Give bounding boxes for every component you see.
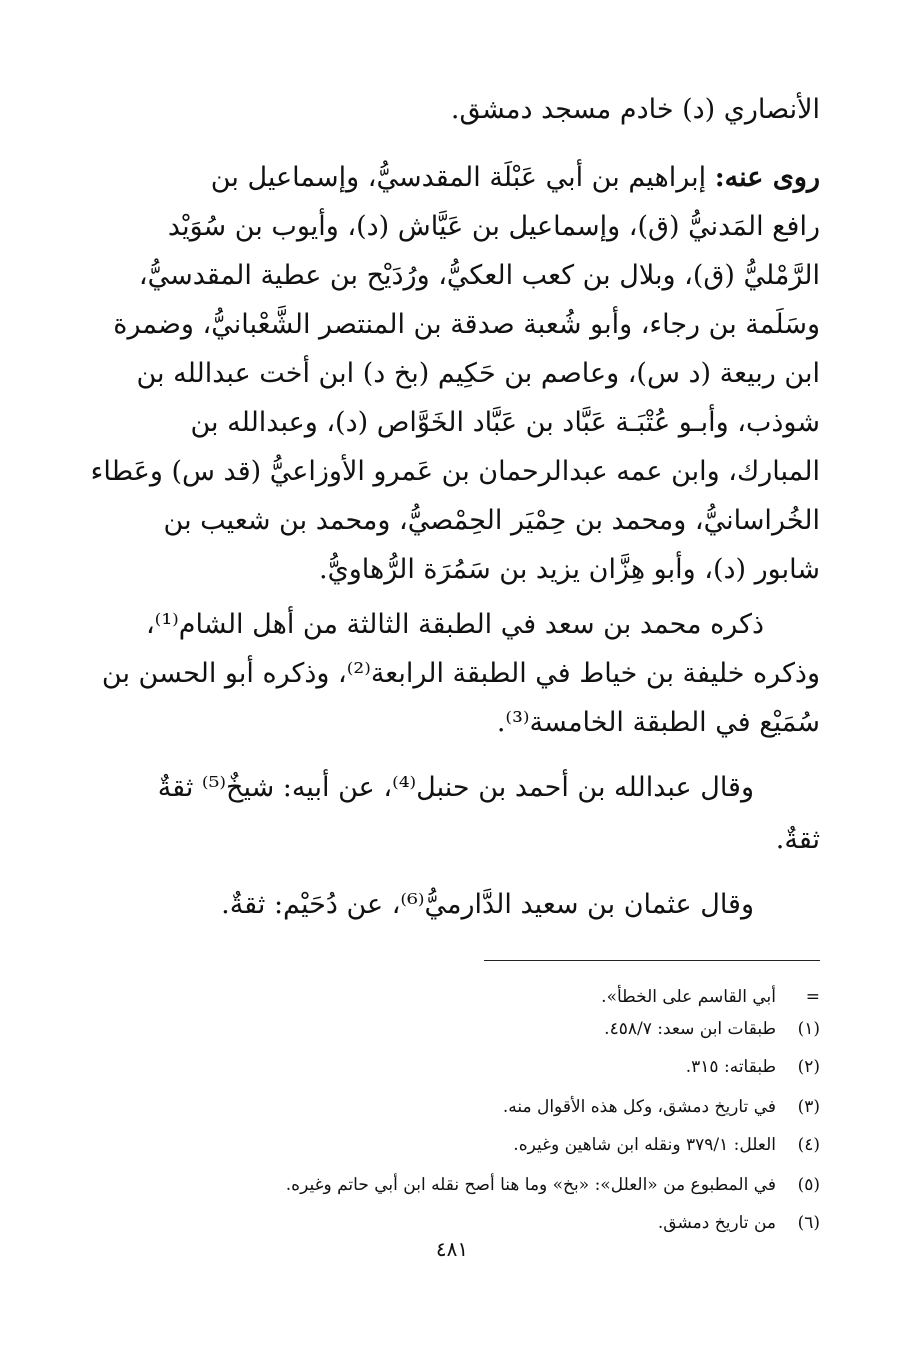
text-line: رافع المَدنيُّ (ق)، وإسماعيل بن عَيَّاش (د)، وأيوب بن سُوَيْد	[167, 211, 820, 242]
footnote-text: من تاريخ دمشق.	[657, 1213, 776, 1233]
footnote-text: في تاريخ دمشق، وكل هذه الأقوال منه.	[502, 1097, 776, 1117]
footnote	[286, 1172, 820, 1198]
text-line: شوذب، وأبـو عُتْبَـة عَبَّاد بن عَبَّاد الخَوَّاص (د)، وعبدالله بن	[190, 407, 820, 438]
text-line: ذكره محمد بن سعد في الطبقة الثالثة من أهل الشام⁽¹⁾،	[145, 609, 764, 640]
text-line: ثقةٌ.	[775, 824, 820, 855]
footnote-text: طبقات ابن سعد: ٤٥٨/٧.	[604, 1019, 776, 1039]
footnote	[604, 1016, 820, 1042]
footnote-text: في المطبوع من «العلل»: «بخ» وما هنا أصح نقله ابن أبي حاتم وغيره.	[285, 1175, 776, 1195]
footnote-number: (٤)	[797, 1135, 820, 1155]
text-line: وسَلَمة بن رجاء، وأبو شُعبة صدقة بن المنتصر الشَّعْبانيُّ، وضمرة	[113, 309, 820, 340]
footnote-text: العلل: ٣٧٩/١ ونقله ابن شاهين وغيره.	[513, 1135, 776, 1155]
text-line: وقال عثمان بن سعيد الدَّارميُّ⁽⁶⁾، عن دُحَيْم: ثقةٌ.	[221, 889, 754, 920]
footnote-number: (٦)	[797, 1213, 820, 1233]
text-line: وقال عبدالله بن أحمد بن حنبل⁽⁴⁾، عن أبيه: شيخٌ⁽⁵⁾ ثقةٌ	[157, 772, 754, 803]
page-number: ٤٨١	[435, 1237, 469, 1261]
footnote-number: (٢)	[797, 1057, 820, 1077]
footnote-number: =	[805, 987, 820, 1007]
text-line: الأنصاري (د) خادم مسجد دمشق.	[450, 94, 820, 125]
rawi-text: إبراهيم بن أبي عَبْلَة المقدسيُّ، وإسماعيل بن	[210, 162, 715, 193]
text-line: ابن ربيعة (د س)، وعاصم بن حَكِيم (بخ د) ابن أخت عبدالله بن	[136, 358, 820, 389]
footnote	[503, 1094, 820, 1120]
footnote-divider	[484, 960, 820, 961]
text-line: شابور (د)، وأبو هِزَّان يزيد بن سَمُرَة الرُّهاويُّ.	[319, 554, 820, 585]
text-line: المبارك، وابن عمه عبدالرحمان بن عَمرو الأوزاعيُّ (قد س) وعَطاء	[90, 456, 820, 487]
text-line: وذكره خليفة بن خياط في الطبقة الرابعة⁽²⁾، وذكره أبو الحسن بن	[101, 658, 820, 689]
footnote-text: طبقاته: ٣١٥.	[685, 1057, 776, 1077]
footnote	[601, 984, 820, 1010]
text-line: سُمَيْع في الطبقة الخامسة⁽³⁾.	[496, 707, 820, 738]
footnote	[658, 1210, 820, 1236]
footnote	[513, 1132, 820, 1158]
footnote-number: (٣)	[797, 1097, 820, 1117]
footnote-text: أبي القاسم على الخطأ».	[601, 987, 776, 1007]
footnote-number: (٥)	[797, 1175, 820, 1195]
text-line: الخُراسانيُّ، ومحمد بن حِمْيَر الحِمْصيُّ، ومحمد بن شعيب بن	[163, 505, 820, 536]
footnote	[686, 1054, 820, 1080]
footnote-number: (١)	[797, 1019, 820, 1039]
text-line: الرَّمْليُّ (ق)، وبلال بن كعب العكيُّ، ورُدَيْح بن عطية المقدسيُّ،	[138, 260, 820, 291]
rawi-label: روى عنه:	[714, 162, 820, 193]
text-line-rawi	[211, 158, 820, 198]
